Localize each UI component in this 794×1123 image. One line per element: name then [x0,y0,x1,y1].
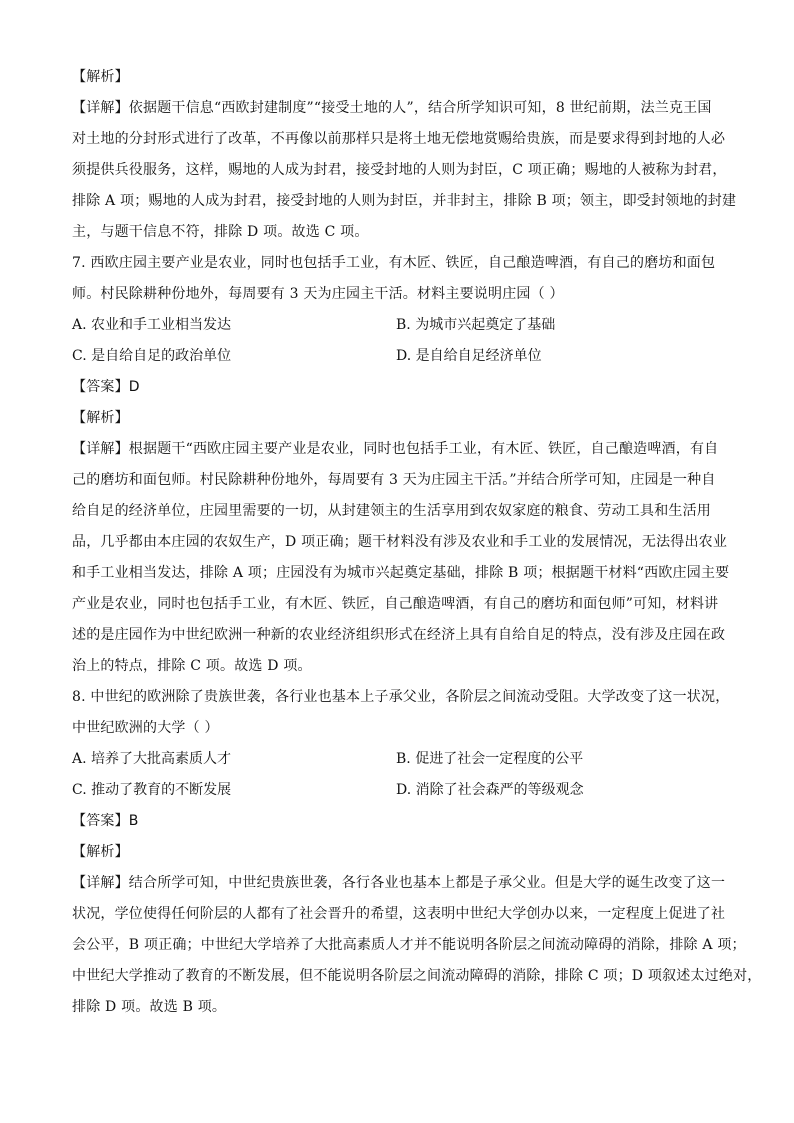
question-7-stem [72,248,724,310]
analysis-label: 【解析】 [72,69,129,85]
question-line: 师。村民除耕种份地外，每周要有 3 天为庄园主干活。材料主要说明庄园（ ） [72,286,564,302]
answer-label: 【答案】B [72,813,139,829]
explanation-paragraph [72,434,730,682]
options-row [72,341,724,372]
explanation-line: 述的是庄园作为中世纪欧洲一种新的农业经济组织形式在经济上具有自给自足的特点，没有涉及庄园在政 [72,627,726,643]
option-d: D. 是自给自足经济单位 [396,348,542,364]
explanation-line: 品，几乎都由本庄园的农奴生产，D 项正确；题干材料没有涉及农业和手工业的发展情况，无法得出农业 [72,534,728,550]
explanation-line: 和手工业相当发达，排除 A 项；庄园没有为城市兴起奠定基础，排除 B 项；根据题干材料“西欧庄园主要 [72,565,730,581]
explanation-line: 给自足的经济单位，庄园里需要的一切，从封建领主的生活享用到农奴家庭的粮食、劳动工具和生活用 [72,503,711,519]
explanation-line: 排除 A 项；赐地的人成为封君，接受封地的人则为封臣，并非封主，排除 B 项；领主，即受封领地的封建 [72,193,737,209]
options-row [72,744,724,775]
question-line: 8. 中世纪的欧洲除了贵族世袭，各行业也基本上子承父业，各阶层之间流动受阻。大学改变了这一状况， [72,689,730,705]
analysis-label: 【解析】 [72,844,129,860]
explanation-line: 主，与题干信息不符，排除 D 项。故选 C 项。 [72,224,369,240]
explanation-line: 中世纪大学推动了教育的不断发展，但不能说明各阶层之间流动障碍的消除，排除 C 项；D 项叙述太过绝对， [72,968,762,984]
option-a: A. 农业和手工业相当发达 [72,317,232,333]
explanation-line: 排除 D 项。故选 B 项。 [72,999,227,1015]
explanation-line: 【详解】根据题干“西欧庄园主要产业是农业，同时也包括手工业，有木匠、铁匠，自己酿造啤酒，有自 [72,441,719,457]
explanation-paragraph [72,93,737,248]
explanation-line: 治上的特点，排除 C 项。故选 D 项。 [72,658,312,674]
explanation-line: 状况，学位使得任何阶层的人都有了社会晋升的希望，这表明中世纪大学创办以来，一定程度上促进了社 [72,906,726,922]
explanation-line: 会公平，B 项正确；中世纪大学培养了大批高素质人才并不能说明各阶层之间流动障碍的消除，排除 A 项； [72,937,746,953]
option-a: A. 培养了大批高素质人才 [72,751,232,767]
question-line: 中世纪欧洲的大学（ ） [72,720,219,736]
explanation-line: 己的磨坊和面包师。村民除耕种份地外，每周要有 3 天为庄园主干活。”并结合所学可知，庄园是一种自 [72,472,716,488]
options-row [72,775,724,806]
question-line: 7. 西欧庄园主要产业是农业，同时也包括手工业，有木匠、铁匠，自己酿造啤酒，有自己的磨坊和面包 [72,255,716,271]
analysis-label: 【解析】 [72,410,129,426]
option-b: B. 促进了社会一定程度的公平 [396,751,584,767]
answer-label: 【答案】D [72,379,140,395]
option-d: D. 消除了社会森严的等级观念 [396,782,584,798]
option-c: C. 推动了教育的不断发展 [72,782,232,798]
options-row [72,310,724,341]
option-c: C. 是自给自足的政治单位 [72,348,232,364]
option-b: B. 为城市兴起奠定了基础 [396,317,556,333]
explanation-paragraph [72,868,762,1023]
explanation-line: 【详解】结合所学可知，中世纪贵族世袭，各行各业也基本上都是子承父业。但是大学的诞生改变了这一 [72,875,726,891]
explanation-line: 须提供兵役服务，这样，赐地的人成为封君，接受封地的人则为封臣，C 项正确；赐地的人被称为封君， [72,162,727,178]
document-page [72,62,762,1023]
explanation-line: 【详解】依据题干信息“西欧封建制度”“接受土地的人”，结合所学知识可知，8 世纪前期，法兰克王国 [72,100,712,116]
explanation-line: 对土地的分封形式进行了改革，不再像以前那样只是将土地无偿地赏赐给贵族，而是要求得到封地的人必 [72,131,726,147]
explanation-line: 产业是农业，同时也包括手工业，有木匠、铁匠，自己酿造啤酒，有自己的磨坊和面包师”可知，材料讲 [72,596,719,612]
question-8-stem [72,682,730,744]
